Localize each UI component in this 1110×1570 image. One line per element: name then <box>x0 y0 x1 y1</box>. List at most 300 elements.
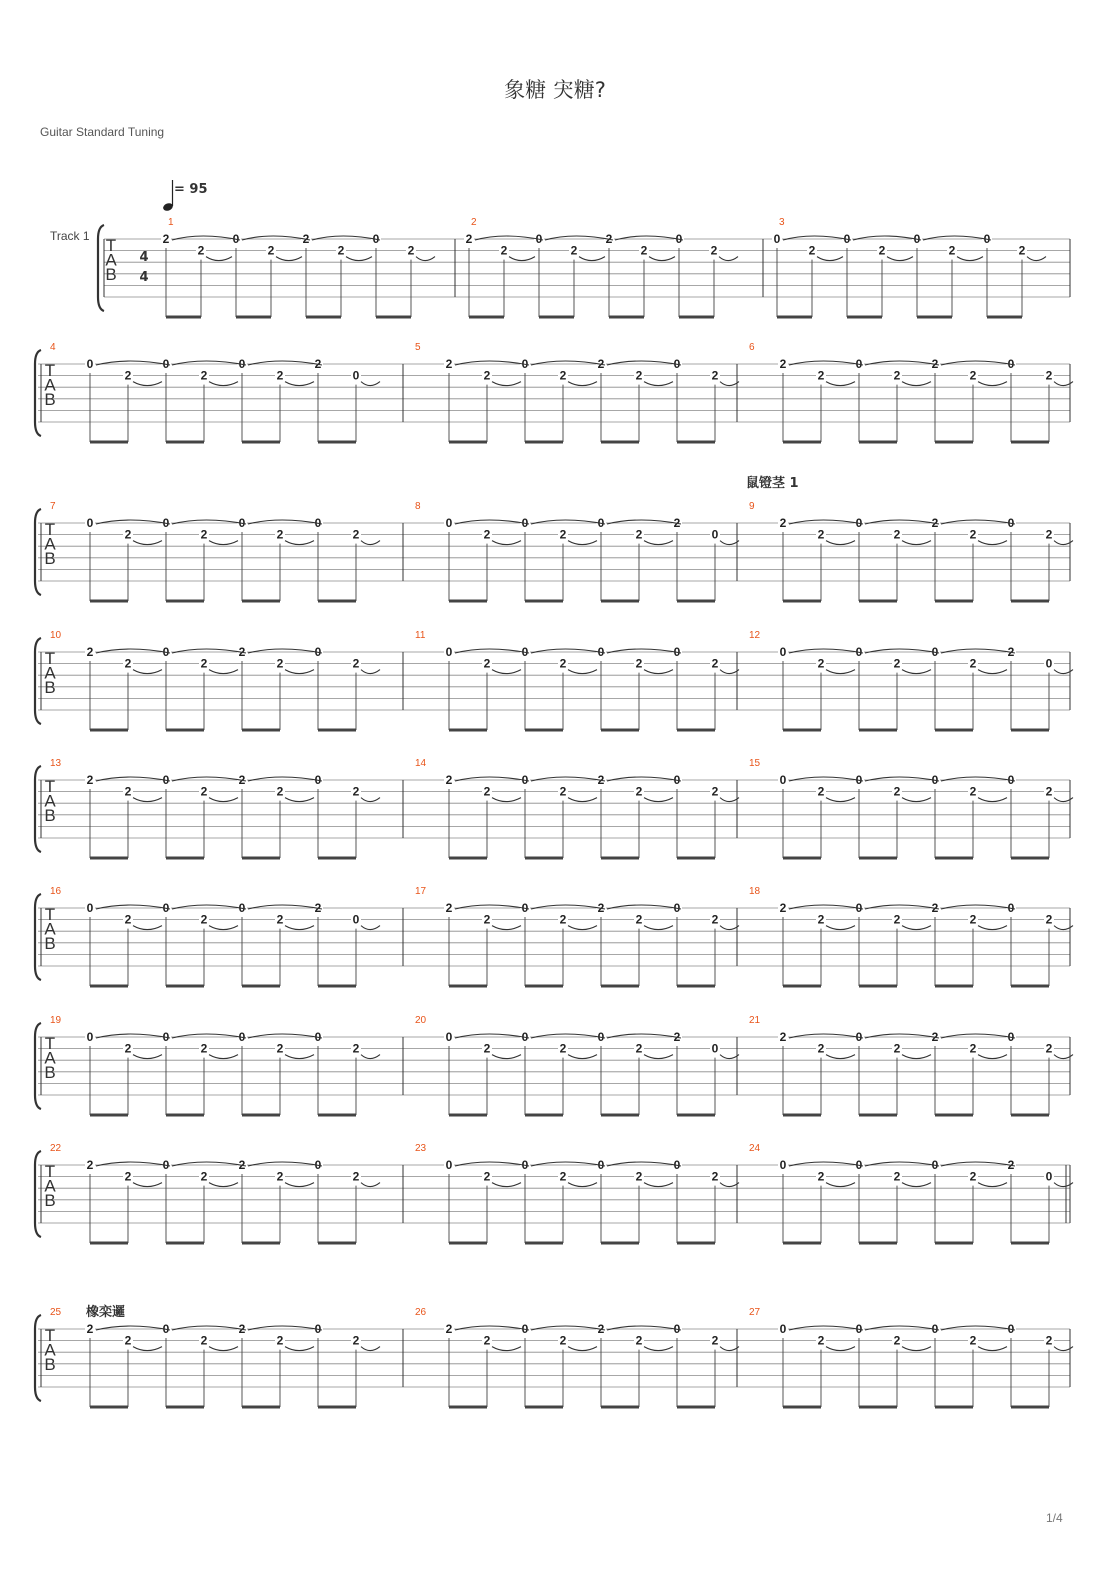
tab-clef-letter: A <box>44 919 56 939</box>
fret-number: 2 <box>635 1333 643 1348</box>
fret-number: 0 <box>238 1030 246 1044</box>
tie-arc <box>865 649 939 653</box>
fret-number: 2 <box>200 1169 208 1184</box>
measure-number: 26 <box>415 1307 427 1318</box>
fret-number: 0 <box>1007 516 1015 530</box>
fret-number: 0 <box>314 516 322 530</box>
slur-arc <box>644 1347 673 1351</box>
slur-arc <box>492 1055 521 1059</box>
fret-number: 2 <box>197 243 205 258</box>
fret-number: 2 <box>559 527 567 542</box>
slur-arc <box>361 1183 380 1187</box>
fret-number: 0 <box>931 1322 939 1336</box>
fret-number: 0 <box>673 357 681 371</box>
fret-number: 2 <box>893 656 901 671</box>
fret-number: 0 <box>773 232 781 246</box>
fret-number: 2 <box>407 243 415 258</box>
slur-arc <box>978 541 1007 545</box>
fret-number: 2 <box>352 527 360 542</box>
fret-number: 0 <box>675 232 683 246</box>
tab-clef-letter: A <box>44 1048 56 1068</box>
slur-arc <box>978 798 1007 802</box>
slur-arc <box>826 1347 855 1351</box>
fret-number: 2 <box>673 516 681 530</box>
fret-number: 2 <box>483 1041 491 1056</box>
page-number: 1/4 <box>1046 1511 1063 1525</box>
fret-number: 2 <box>483 1169 491 1184</box>
fret-number: 2 <box>931 357 939 371</box>
measure-number: 4 <box>50 342 56 353</box>
slur-arc <box>720 1347 739 1351</box>
time-signature-bottom: 4 <box>139 270 149 285</box>
fret-number: 0 <box>855 357 863 371</box>
fret-number: 2 <box>86 645 94 659</box>
fret-number: 2 <box>969 1041 977 1056</box>
fret-number: 0 <box>711 527 719 542</box>
measure-number: 5 <box>415 342 421 353</box>
fret-number: 0 <box>855 901 863 915</box>
track-label: Track 1 <box>50 229 90 243</box>
fret-number: 2 <box>817 784 825 799</box>
fret-number: 0 <box>314 1322 322 1336</box>
fret-number: 2 <box>1007 645 1015 659</box>
slur-arc <box>902 798 931 802</box>
tab-clef-letter: T <box>44 361 56 380</box>
slur-arc <box>492 926 521 930</box>
slur-arc <box>492 1347 521 1351</box>
tie-arc <box>531 777 605 781</box>
fret-number: 2 <box>779 901 787 915</box>
tie-arc <box>531 649 605 653</box>
slur-arc <box>902 670 931 674</box>
tab-clef-letter: B <box>44 1063 56 1082</box>
fret-number: 2 <box>817 912 825 927</box>
slur-arc <box>285 382 314 386</box>
tie-arc <box>531 905 605 909</box>
fret-number: 2 <box>597 901 605 915</box>
slur-arc <box>133 1183 162 1187</box>
fret-number: 2 <box>276 912 284 927</box>
fret-number: 0 <box>521 1322 529 1336</box>
tuning-label: Guitar Standard Tuning <box>40 125 165 139</box>
fret-number: 2 <box>559 784 567 799</box>
slur-arc <box>133 798 162 802</box>
fret-number: 2 <box>483 1333 491 1348</box>
fret-number: 0 <box>86 516 94 530</box>
fret-number: 2 <box>483 784 491 799</box>
fret-number: 0 <box>445 1158 453 1172</box>
measure-number: 19 <box>50 1015 62 1026</box>
slur-arc <box>957 257 983 261</box>
slur-arc <box>644 926 673 930</box>
slur-arc <box>719 257 738 261</box>
slur-arc <box>209 1055 238 1059</box>
fret-number: 2 <box>86 773 94 787</box>
tie-arc <box>248 520 322 524</box>
measure-number: 16 <box>50 886 62 897</box>
tie-arc <box>865 905 939 909</box>
fret-number: 2 <box>200 784 208 799</box>
fret-number: 2 <box>817 368 825 383</box>
slur-arc <box>644 541 673 545</box>
slur-arc <box>826 1055 855 1059</box>
fret-number: 2 <box>570 243 578 258</box>
fret-number: 2 <box>931 901 939 915</box>
fret-number: 0 <box>372 232 380 246</box>
fret-number: 2 <box>635 912 643 927</box>
fret-number: 0 <box>673 1158 681 1172</box>
slur-arc <box>416 257 435 261</box>
tab-clef-letter: B <box>44 1355 56 1374</box>
measure-number: 2 <box>471 217 477 228</box>
slur-arc <box>902 1055 931 1059</box>
slur-arc <box>579 257 605 261</box>
fret-number: 2 <box>267 243 275 258</box>
measure-number: 9 <box>749 501 755 512</box>
fret-number: 2 <box>1045 912 1053 927</box>
fret-number: 0 <box>162 357 170 371</box>
fret-number: 0 <box>521 516 529 530</box>
fret-number: 2 <box>124 912 132 927</box>
slur-arc <box>902 382 931 386</box>
fret-number: 0 <box>673 901 681 915</box>
tie-arc <box>607 905 681 909</box>
slur-arc <box>568 1347 597 1351</box>
fret-number: 2 <box>124 656 132 671</box>
fret-number: 0 <box>238 901 246 915</box>
tie-arc <box>607 649 681 653</box>
fret-number: 2 <box>710 243 718 258</box>
slur-arc <box>887 257 913 261</box>
fret-number: 2 <box>124 1041 132 1056</box>
fret-number: 2 <box>969 1169 977 1184</box>
slur-arc <box>978 926 1007 930</box>
fret-number: 0 <box>931 773 939 787</box>
fret-number: 2 <box>969 656 977 671</box>
measure-number: 14 <box>415 758 427 769</box>
fret-number: 0 <box>352 368 360 383</box>
fret-number: 2 <box>597 357 605 371</box>
fret-number: 2 <box>817 1333 825 1348</box>
fret-number: 2 <box>1045 368 1053 383</box>
measure-number: 8 <box>415 501 421 512</box>
tab-clef-letter: T <box>44 1034 56 1053</box>
slur-arc <box>568 670 597 674</box>
slur-arc <box>978 382 1007 386</box>
tie-arc <box>248 649 322 653</box>
fret-number: 2 <box>969 912 977 927</box>
fret-number: 0 <box>162 773 170 787</box>
fret-number: 0 <box>445 645 453 659</box>
tie-arc <box>455 905 529 909</box>
slur-arc <box>285 1347 314 1351</box>
tie-arc <box>531 520 605 524</box>
fret-number: 2 <box>86 1322 94 1336</box>
time-signature-top: 4 <box>139 250 149 265</box>
fret-number: 2 <box>238 1322 246 1336</box>
fret-number: 0 <box>352 912 360 927</box>
slur-arc <box>133 670 162 674</box>
slur-arc <box>720 1183 739 1187</box>
fret-number: 0 <box>1007 1322 1015 1336</box>
measure-number: 11 <box>415 630 426 641</box>
measure-number: 7 <box>50 501 56 512</box>
fret-number: 2 <box>779 357 787 371</box>
fret-number: 2 <box>893 527 901 542</box>
fret-number: 2 <box>445 773 453 787</box>
system-bracket <box>35 509 41 595</box>
fret-number: 2 <box>779 516 787 530</box>
section-marker: 鼠镫茎 1 <box>746 476 799 491</box>
slur-arc <box>346 257 372 261</box>
fret-number: 2 <box>605 232 613 246</box>
fret-number: 2 <box>302 232 310 246</box>
tab-clef-letter: B <box>105 265 117 284</box>
fret-number: 2 <box>276 1169 284 1184</box>
slur-arc <box>285 670 314 674</box>
tie-arc <box>941 520 1015 524</box>
fret-number: 2 <box>817 1041 825 1056</box>
tab-clef-letter: T <box>105 236 117 255</box>
fret-number: 2 <box>124 1333 132 1348</box>
fret-number: 0 <box>445 1030 453 1044</box>
slur-arc <box>568 382 597 386</box>
slur-arc <box>285 541 314 545</box>
slur-arc <box>644 798 673 802</box>
fret-number: 2 <box>597 773 605 787</box>
fret-number: 0 <box>855 1030 863 1044</box>
measure-number: 23 <box>415 1143 427 1154</box>
fret-number: 2 <box>314 357 322 371</box>
fret-number: 2 <box>1045 784 1053 799</box>
slur-arc <box>133 382 162 386</box>
fret-number: 2 <box>276 1333 284 1348</box>
slur-arc <box>902 541 931 545</box>
fret-number: 0 <box>86 1030 94 1044</box>
fret-number: 2 <box>931 1030 939 1044</box>
slur-arc <box>133 541 162 545</box>
fret-number: 0 <box>521 645 529 659</box>
fret-number: 2 <box>948 243 956 258</box>
fret-number: 0 <box>779 1322 787 1336</box>
slur-arc <box>492 541 521 545</box>
tie-arc <box>607 777 681 781</box>
slur-arc <box>209 926 238 930</box>
fret-number: 2 <box>124 527 132 542</box>
tie-arc <box>789 520 863 524</box>
tab-clef-letter: A <box>44 663 56 683</box>
tempo-label: = 95 <box>174 182 208 197</box>
slur-arc <box>285 1183 314 1187</box>
tie-arc <box>865 520 939 524</box>
fret-number: 2 <box>969 368 977 383</box>
fret-number: 0 <box>162 516 170 530</box>
slur-arc <box>568 1055 597 1059</box>
slur-arc <box>720 541 739 545</box>
fret-number: 2 <box>779 1030 787 1044</box>
tab-clef-letter: A <box>44 791 56 811</box>
slur-arc <box>361 670 380 674</box>
fret-number: 2 <box>559 368 567 383</box>
fret-number: 0 <box>1007 773 1015 787</box>
fret-number: 2 <box>483 527 491 542</box>
slur-arc <box>361 1055 380 1059</box>
fret-number: 0 <box>314 773 322 787</box>
slur-arc <box>720 1055 739 1059</box>
fret-number: 0 <box>855 1158 863 1172</box>
slur-arc <box>644 1183 673 1187</box>
fret-number: 2 <box>635 784 643 799</box>
fret-number: 2 <box>238 773 246 787</box>
fret-number: 0 <box>162 1030 170 1044</box>
slur-arc <box>644 1055 673 1059</box>
score-title: 象糖 宊糖? <box>504 78 606 102</box>
fret-number: 2 <box>200 912 208 927</box>
fret-number: 2 <box>276 784 284 799</box>
fret-number: 0 <box>931 1158 939 1172</box>
tab-clef-letter: B <box>44 806 56 825</box>
tie-arc <box>172 905 246 909</box>
fret-number: 2 <box>445 901 453 915</box>
fret-number: 2 <box>200 1333 208 1348</box>
fret-number: 2 <box>276 656 284 671</box>
fret-number: 2 <box>711 784 719 799</box>
tab-clef-letter: B <box>44 934 56 953</box>
fret-number: 2 <box>673 1030 681 1044</box>
fret-number: 0 <box>238 357 246 371</box>
slur-arc <box>133 926 162 930</box>
fret-number: 2 <box>559 1041 567 1056</box>
fret-number: 0 <box>1007 901 1015 915</box>
tie-arc <box>607 520 681 524</box>
fret-number: 2 <box>1007 1158 1015 1172</box>
fret-number: 2 <box>276 368 284 383</box>
fret-number: 2 <box>878 243 886 258</box>
fret-number: 2 <box>817 527 825 542</box>
tab-clef-letter: T <box>44 777 56 796</box>
measure-number: 22 <box>50 1143 62 1154</box>
fret-number: 2 <box>86 1158 94 1172</box>
slur-arc <box>720 926 739 930</box>
fret-number: 2 <box>893 1041 901 1056</box>
slur-arc <box>285 1055 314 1059</box>
measure-number: 25 <box>50 1307 62 1318</box>
fret-number: 0 <box>711 1041 719 1056</box>
fret-number: 0 <box>1007 357 1015 371</box>
slur-arc <box>649 257 675 261</box>
fret-number: 0 <box>162 645 170 659</box>
tie-arc <box>865 777 939 781</box>
measure-number: 24 <box>749 1143 761 1154</box>
fret-number: 0 <box>843 232 851 246</box>
fret-number: 0 <box>314 645 322 659</box>
fret-number: 0 <box>931 645 939 659</box>
measure-number: 12 <box>749 630 761 641</box>
tab-clef-letter: T <box>44 1326 56 1345</box>
fret-number: 2 <box>238 645 246 659</box>
system-bracket <box>35 1151 41 1237</box>
fret-number: 2 <box>200 656 208 671</box>
slur-arc <box>568 798 597 802</box>
fret-number: 2 <box>559 1333 567 1348</box>
system-bracket <box>35 638 41 724</box>
measure-number: 21 <box>749 1015 761 1026</box>
slur-arc <box>361 541 380 545</box>
fret-number: 0 <box>232 232 240 246</box>
fret-number: 2 <box>483 912 491 927</box>
measure-number: 20 <box>415 1015 427 1026</box>
fret-number: 0 <box>983 232 991 246</box>
slur-arc <box>978 670 1007 674</box>
fret-number: 0 <box>673 1322 681 1336</box>
fret-number: 0 <box>521 1030 529 1044</box>
slur-arc <box>509 257 535 261</box>
fret-number: 0 <box>314 1158 322 1172</box>
slur-arc <box>720 382 739 386</box>
fret-number: 0 <box>597 1158 605 1172</box>
slur-arc <box>285 926 314 930</box>
fret-number: 0 <box>855 516 863 530</box>
fret-number: 2 <box>817 656 825 671</box>
tie-arc <box>172 520 246 524</box>
fret-number: 0 <box>673 773 681 787</box>
fret-number: 2 <box>200 368 208 383</box>
fret-number: 2 <box>969 527 977 542</box>
measure-number: 27 <box>749 1307 761 1318</box>
slur-arc <box>826 541 855 545</box>
fret-number: 2 <box>711 656 719 671</box>
fret-number: 2 <box>124 1169 132 1184</box>
fret-number: 2 <box>711 1333 719 1348</box>
tie-arc <box>789 777 863 781</box>
fret-number: 2 <box>1045 527 1053 542</box>
slur-arc <box>361 1347 380 1351</box>
tie-arc <box>248 777 322 781</box>
fret-number: 2 <box>711 368 719 383</box>
fret-number: 2 <box>635 527 643 542</box>
fret-number: 2 <box>124 784 132 799</box>
fret-number: 2 <box>559 912 567 927</box>
fret-number: 0 <box>162 1322 170 1336</box>
fret-number: 0 <box>162 1158 170 1172</box>
fret-number: 0 <box>855 1322 863 1336</box>
fret-number: 2 <box>893 368 901 383</box>
slur-arc <box>817 257 843 261</box>
fret-number: 0 <box>1007 1030 1015 1044</box>
slur-arc <box>1027 257 1046 261</box>
slur-arc <box>826 1183 855 1187</box>
tie-arc <box>941 777 1015 781</box>
fret-number: 0 <box>86 901 94 915</box>
fret-number: 2 <box>124 368 132 383</box>
fret-number: 2 <box>276 527 284 542</box>
slur-arc <box>978 1347 1007 1351</box>
fret-number: 2 <box>635 1169 643 1184</box>
tab-clef-letter: A <box>44 375 56 395</box>
slur-arc <box>209 382 238 386</box>
measure-number: 17 <box>415 886 427 897</box>
system-bracket <box>35 894 41 980</box>
slur-arc <box>361 382 380 386</box>
tie-arc <box>172 777 246 781</box>
tie-arc <box>941 905 1015 909</box>
fret-number: 2 <box>1018 243 1026 258</box>
tie-arc <box>789 905 863 909</box>
fret-number: 0 <box>314 1030 322 1044</box>
fret-number: 0 <box>597 516 605 530</box>
fret-number: 2 <box>238 1158 246 1172</box>
tie-arc <box>789 649 863 653</box>
